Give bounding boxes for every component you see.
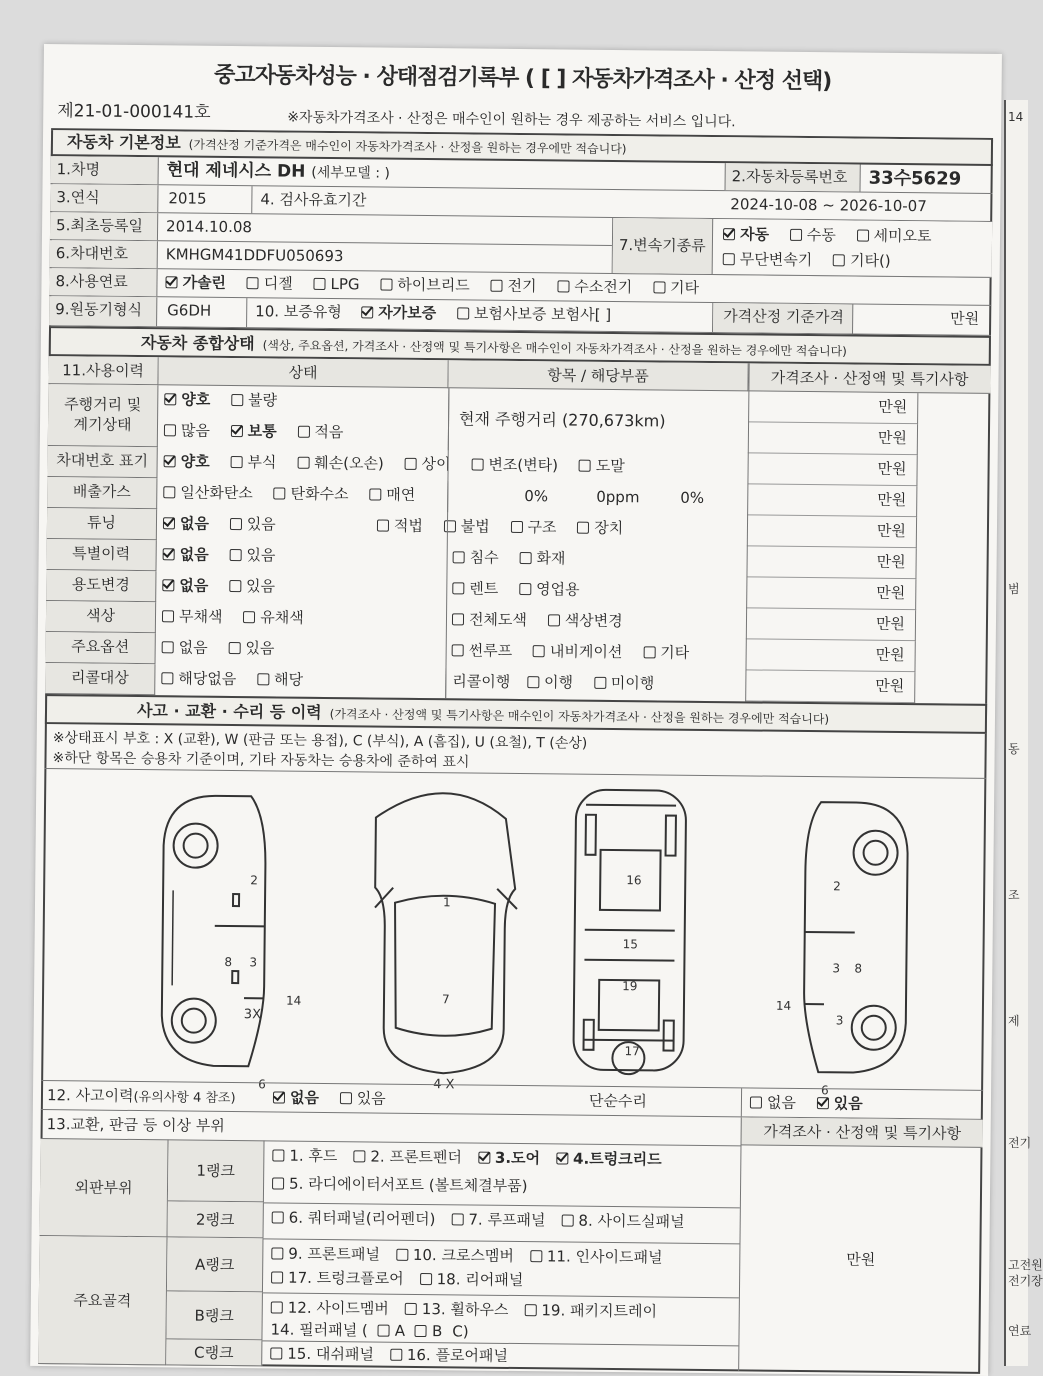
reg-no-label: 2.자동차등록번호 <box>725 163 861 191</box>
svg-text:3: 3 <box>249 955 257 969</box>
recall-none[interactable]: 해당없음 <box>161 669 236 688</box>
fuel-hydrogen[interactable]: 수소전기 <box>557 277 632 296</box>
rankC-label: C랭크 <box>166 1339 262 1366</box>
recall-not-done[interactable]: 미이행 <box>594 674 655 693</box>
fuel-gasoline[interactable]: 가솔린 <box>165 273 226 292</box>
basic-info-header: 자동차 기본정보 (가격산정 기준가격은 매수인이 자동차가격조사 · 산정을 원하는 경우에만 적습니다) <box>51 130 993 166</box>
svg-text:3: 3 <box>832 961 840 975</box>
usage-change-yes[interactable]: 있음 <box>229 577 275 595</box>
price-cell[interactable]: 만원 <box>745 670 915 703</box>
first-reg-label: 5.최초등록일 <box>50 212 158 240</box>
col-state-header: 상태 <box>158 357 448 388</box>
accident-none[interactable]: 없음 <box>273 1088 319 1106</box>
options-label: 주요옵션 <box>46 632 156 664</box>
simple-repair-none[interactable]: 없음 <box>750 1093 796 1111</box>
year-value: 2015 <box>158 185 252 213</box>
mileage-normal[interactable]: 보통 <box>231 422 277 440</box>
base-price-label: 가격산정 기준가격 <box>713 303 853 333</box>
car-top-view <box>373 793 518 1074</box>
car-damage-diagram <box>143 775 946 1073</box>
mileage-bad[interactable]: 불량 <box>231 391 277 409</box>
tuning-items <box>373 511 747 546</box>
part-checkbox[interactable]: 17. 트렁크플로어 <box>271 1268 404 1287</box>
tuning-yes[interactable]: 있음 <box>230 515 276 533</box>
part-checkbox[interactable]: 1. 후드 <box>272 1146 337 1165</box>
part-checkbox[interactable]: A <box>378 1322 405 1340</box>
tuning-options <box>163 509 373 542</box>
vin-mark-altered[interactable]: 변조(변타) <box>471 455 558 474</box>
usage-rent[interactable]: 렌트 <box>452 579 498 597</box>
part-checkbox[interactable]: 4.트렁크리드 <box>556 1149 662 1168</box>
fuel-lpg[interactable]: LPG <box>313 275 359 293</box>
adjacent-page-strip: 14 범 동 조 제 전기 고전원 전기장 연료 <box>1004 100 1028 1366</box>
mark-left-door: 3X <box>244 1007 261 1022</box>
emission-smoke[interactable]: 매연 <box>369 485 415 503</box>
emission-label: 배출가스 <box>47 477 157 509</box>
color-change[interactable]: 색상변경 <box>548 611 623 630</box>
part-checkbox[interactable]: 13. 휠하우스 <box>405 1300 509 1319</box>
rankB-label: B랭크 <box>166 1291 262 1340</box>
document-number: 제21-01-000141호 <box>57 96 211 123</box>
svg-text:6: 6 <box>821 1083 829 1097</box>
color-options <box>162 602 446 636</box>
svg-text:1: 1 <box>443 895 451 909</box>
svg-text:3: 3 <box>836 1013 844 1027</box>
svg-text:6: 6 <box>258 1077 266 1091</box>
accident-history-label: 12. 사고이력(유의사항 4 참조) <box>47 1081 236 1113</box>
car-right-side <box>803 802 908 1073</box>
emission-values: 0% 0ppm 0% <box>447 481 747 515</box>
usage-change-items <box>452 574 746 608</box>
warranty-label: 10. 보증유형 <box>255 298 359 328</box>
usage-change-label: 용도변경 <box>46 570 156 602</box>
vin-label: 6.차대번호 <box>50 240 158 268</box>
fuel-label: 8.사용연료 <box>49 268 157 296</box>
price-cell[interactable]: 만원 <box>746 546 916 579</box>
accident-history-options <box>273 1083 402 1112</box>
vin-mark-label: 차대번호 표기 <box>47 446 157 478</box>
trans-cvt[interactable]: 무단변속기 <box>723 250 813 269</box>
color-label: 색상 <box>46 601 156 633</box>
emission-hc[interactable]: 탄화수소 <box>273 484 348 503</box>
color-achromatic[interactable]: 무채색 <box>162 607 223 626</box>
special-flood[interactable]: 침수 <box>453 548 499 566</box>
svg-text:2: 2 <box>833 879 841 893</box>
engine-value: G6DH <box>157 297 247 327</box>
options-items <box>451 636 745 670</box>
part-checkbox[interactable]: 12. 사이드멤버 <box>271 1298 389 1317</box>
part-checkbox[interactable]: 18. 리어패널 <box>420 1270 524 1289</box>
part-checkbox[interactable]: 16. 플로어패널 <box>390 1346 508 1365</box>
vin-mark-good[interactable]: 양호 <box>164 452 210 470</box>
part-checkbox[interactable]: 7. 루프패널 <box>451 1210 545 1229</box>
legend-symbols: ※상태표시 부호 : X (교환), W (판금 또는 용접), C (부식), A (흠집), U (요철), T (손상) <box>53 728 588 754</box>
outer-panel-label: 외판부위 <box>40 1138 169 1237</box>
color-items <box>452 605 746 639</box>
part-checkbox[interactable]: 9. 프론트패널 <box>271 1244 380 1263</box>
overall-state-header: 자동차 종합상태 (색상, 주요옵션, 가격조사 · 산정액 및 특기사항은 매수인이 자동차가격조사 · 산정을 원하는 경우에만 적습니다) <box>49 326 991 366</box>
recall-options <box>161 664 445 698</box>
mileage-low[interactable]: 적음 <box>297 423 343 441</box>
price-cell[interactable]: 만원 <box>747 453 917 486</box>
rankA-label: A랭크 <box>167 1237 264 1292</box>
rank-item-row <box>272 1204 738 1235</box>
rank-item-row <box>271 1264 737 1295</box>
col-price-header: 가격조사 · 산정액 및 특기사항 <box>748 363 990 394</box>
warranty-insurer[interactable]: 보험사보증 보험사[ ] <box>457 304 611 324</box>
form-title: 중고자동차성능 · 상태점검기록부 ( [ ] 자동차가격조사 · 산정 선택) <box>44 56 1002 97</box>
exchange-label: 13.교환, 판금 등 이상 부위 <box>47 1110 547 1143</box>
emission-co[interactable]: 일산화탄소 <box>163 483 253 502</box>
part-checkbox[interactable]: B <box>415 1322 442 1340</box>
price-cell[interactable]: 만원 <box>747 484 917 517</box>
part-checkbox[interactable]: 5. 라디에이터서포트 (볼트체결부품) <box>272 1174 528 1195</box>
mark-trunk: 4 X <box>433 1077 455 1092</box>
accident-legend <box>52 728 587 774</box>
pillar-item-label: 14. 필러패널 ( <box>270 1320 367 1339</box>
mileage-state-a <box>164 385 448 419</box>
col-usage-header: 11.사용이력 <box>48 356 158 385</box>
svg-text:19: 19 <box>622 979 637 993</box>
car-underside-view <box>573 790 686 1075</box>
tuning-illegal[interactable]: 불법 <box>444 517 490 535</box>
car-name-label: 1.차명 <box>51 156 159 184</box>
mileage-label: 주행거리 및 계기상태 <box>48 384 159 447</box>
svg-text:14: 14 <box>286 994 301 1008</box>
price-cell[interactable]: 만원 <box>747 515 917 548</box>
reg-no-value: 33수5629 <box>868 165 988 193</box>
recall-yes[interactable]: 해당 <box>257 670 303 688</box>
svg-text:17: 17 <box>624 1044 639 1058</box>
overall-state-table <box>45 356 991 712</box>
accident-yes[interactable]: 있음 <box>340 1089 386 1107</box>
options-yes[interactable]: 있음 <box>228 639 274 657</box>
exchange-price-unit: 만원 <box>738 1145 982 1374</box>
color-chromatic[interactable]: 유채색 <box>243 608 304 627</box>
trans-manual[interactable]: 수동 <box>790 226 836 244</box>
tuning-legal[interactable]: 적법 <box>377 517 423 535</box>
emission-options <box>163 478 447 512</box>
special-none[interactable]: 없음 <box>163 545 209 563</box>
mileage-good[interactable]: 양호 <box>164 390 210 408</box>
vin-mark-different[interactable]: 상이 <box>405 455 451 473</box>
rank-item-row <box>272 1170 738 1201</box>
special-fire[interactable]: 화재 <box>519 549 565 567</box>
inspection-label: 4. 검사유효기간 <box>260 186 460 215</box>
svg-text:16: 16 <box>626 873 641 887</box>
year-label: 3.연식 <box>50 184 158 212</box>
service-notice: ※자동차가격조사 · 산정은 매수인이 원하는 경우 제공하는 서비스 입니다. <box>287 107 736 132</box>
usage-business[interactable]: 영업용 <box>519 580 580 599</box>
part-checkbox[interactable]: 19. 패키지트레이 <box>524 1301 657 1320</box>
warranty-self[interactable]: 자가보증 <box>361 303 436 322</box>
recall-items: 리콜이행 이행 미이행 <box>445 667 745 701</box>
part-checkbox[interactable]: 15. 대쉬패널 <box>270 1344 374 1363</box>
part-checkbox[interactable]: 3.도어 <box>478 1149 540 1168</box>
vin-mark-smeared[interactable]: 도말 <box>579 457 625 475</box>
tuning-device[interactable]: 장치 <box>577 519 623 537</box>
svg-text:15: 15 <box>623 937 638 951</box>
base-price-unit: 만원 <box>853 304 989 334</box>
fuel-hybrid[interactable]: 하이브리드 <box>380 276 470 295</box>
option-navigation[interactable]: 내비게이션 <box>533 642 623 661</box>
tuning-label: 튜닝 <box>47 508 157 540</box>
exchange-price-header: 가격조사 · 산정액 및 특기사항 <box>741 1117 983 1148</box>
options-none[interactable]: 없음 <box>162 638 208 656</box>
color-full-paint[interactable]: 전체도색 <box>452 610 527 629</box>
special-history-options <box>162 540 446 574</box>
mileage-state-b <box>164 416 448 450</box>
svg-text:8: 8 <box>224 955 232 969</box>
options-options <box>162 633 446 667</box>
frame-label: 주요골격 <box>38 1236 167 1365</box>
tuning-none[interactable]: 없음 <box>163 514 209 532</box>
inspection-form <box>30 44 1002 1376</box>
svg-text:2: 2 <box>250 873 258 887</box>
vin-mark-damaged[interactable]: 훼손(오손) <box>297 454 384 473</box>
tuning-structure[interactable]: 구조 <box>510 518 556 536</box>
vin-mark-corrosion[interactable]: 부식 <box>230 453 276 471</box>
mileage-high[interactable]: 많음 <box>164 421 210 439</box>
price-cell[interactable]: 만원 <box>746 608 916 641</box>
car-left-side <box>161 795 266 1066</box>
col-item-header: 항목 / 해당부품 <box>448 360 748 391</box>
legend-note: ※하단 항목은 승용차 기준이며, 기타 자동차는 승용차에 준하여 표시 <box>52 748 587 774</box>
recall-label: 리콜대상 <box>45 663 155 695</box>
trans-semiauto[interactable]: 세미오토 <box>856 227 931 246</box>
part-checkbox[interactable]: 8. 사이드실패널 <box>561 1211 684 1230</box>
usage-change-options <box>162 571 446 605</box>
simple-repair-options <box>741 1088 879 1117</box>
warranty-options <box>361 299 713 332</box>
trans-other[interactable]: 기타() <box>833 251 891 270</box>
transmission-block <box>612 218 993 278</box>
recall-done[interactable]: 이행 <box>527 673 573 691</box>
accident-header: 사고 · 교환 · 수리 등 이력 (가격조사 · 산정액 및 특기사항은 매수인이 자동차가격조사 · 산정을 원하는 경우에만 적습니다) <box>45 694 987 734</box>
fuel-diesel[interactable]: 디젤 <box>247 274 293 292</box>
part-checkbox[interactable]: 11. 인사이드패널 <box>530 1247 663 1266</box>
price-cell[interactable]: 만원 <box>746 577 916 610</box>
special-yes[interactable]: 있음 <box>229 546 275 564</box>
special-history-label: 특별이력 <box>46 539 156 571</box>
special-history-items <box>452 543 746 577</box>
svg-text:14: 14 <box>776 999 791 1013</box>
part-checkbox[interactable]: 6. 쿼터패널(리어펜더) <box>272 1208 436 1228</box>
exchange-table <box>38 1110 983 1376</box>
inspection-period: 2024-10-08 ~ 2026-10-07 <box>730 191 990 221</box>
trans-auto[interactable]: 자동 <box>723 225 769 243</box>
part-checkbox[interactable]: 10. 크로스멤버 <box>396 1246 514 1265</box>
svg-text:7: 7 <box>442 992 450 1006</box>
usage-change-none[interactable]: 없음 <box>162 576 208 594</box>
car-name-value: 현대 제네시스 DH (세부모델 : ) <box>167 157 567 188</box>
svg-text:8: 8 <box>854 962 862 976</box>
first-reg-value: 2014.10.08 <box>166 213 466 243</box>
current-mileage: 현재 주행거리 (270,673km) <box>448 388 749 453</box>
rank-item-row <box>272 1142 738 1173</box>
pillar-close: C) <box>452 1322 469 1340</box>
fuel-other[interactable]: 기타 <box>653 278 699 296</box>
price-cell[interactable]: 만원 <box>745 639 915 672</box>
rank1-label: 1랭크 <box>168 1139 265 1202</box>
rank2-label: 2랭크 <box>168 1201 264 1238</box>
option-sunroof[interactable]: 썬루프 <box>452 641 513 660</box>
part-checkbox[interactable]: 2. 프론트펜더 <box>353 1147 462 1166</box>
engine-label: 9.원동기형식 <box>49 296 157 326</box>
transmission-label: 7.변속기종류 <box>613 218 714 274</box>
simple-repair-yes[interactable]: 있음 <box>817 1094 863 1112</box>
option-other[interactable]: 기타 <box>643 643 689 661</box>
price-cell[interactable]: 만원 <box>748 391 918 424</box>
fuel-electric[interactable]: 전기 <box>490 277 536 295</box>
simple-repair-label: 단순수리 <box>589 1087 647 1116</box>
price-cell[interactable]: 만원 <box>748 422 918 455</box>
vin-value: KMHGM41DDFU050693 <box>166 241 466 271</box>
